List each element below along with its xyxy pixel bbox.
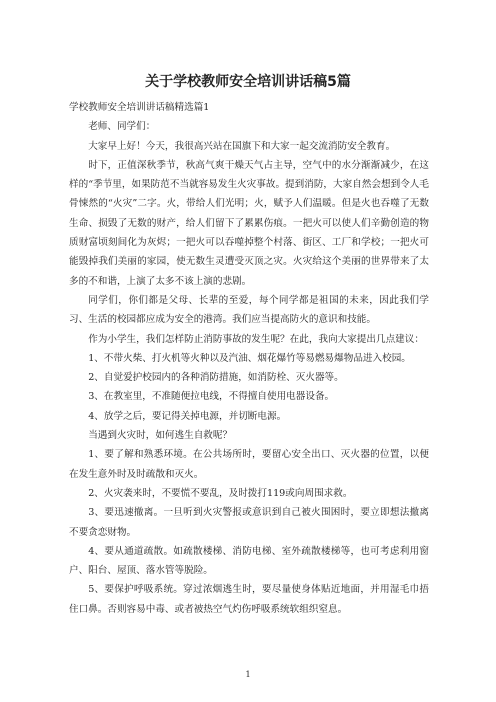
paragraph-escape-question: 当遇到火灾时，如何逃生自救呢？: [88, 430, 233, 442]
list-item-escape-3: 3、要迅速撤离。一旦听到火灾警报或意识到自己被火围困时，要立即想法撤离不要贪恋财物。: [69, 507, 429, 538]
page-number: 1: [245, 670, 251, 679]
list-item-escape-5: 5、要保护呼吸系统。穿过浓烟逃生时，要尽量使身体贴近地面，并用湿毛巾捂住口鼻。否则容易中毒、或者被热空气灼伤呼吸系统软组织窒息。: [69, 584, 429, 615]
list-item-suggestion-4: 4、放学之后，要记得关掉电源，并切断电源。: [88, 410, 287, 422]
document-body: [69, 98, 429, 619]
list-item-escape-2: 2、火灾袭来时，不要慌不要乱，及时拨打119或向周围求救。: [88, 487, 353, 499]
document-title: 关于学校教师安全培训讲话稿5篇: [145, 74, 351, 90]
paragraph-greeting: 老师、同学们：: [88, 121, 156, 133]
paragraph-students: 同学们，你们都是父母、长辈的至爱，每个同学都是祖国的未来，因此我们学习、生活的校园都应成为安全的港湾。我们应当提高防火的意识和技能。: [69, 294, 429, 326]
list-item-suggestion-3: 3、在教室里，不准随便拉电线，不得擅自使用电器设备。: [88, 391, 335, 403]
paragraph-opening: 大家早上好！今天，我很高兴站在国旗下和大家一起交流消防安全教育。: [88, 140, 396, 152]
list-item-escape-1: 1、要了解和熟悉环境。在公共场所时，要留心安全出口、灭火器的位置，以便在发生意外时及时疏散和灭火。: [69, 449, 429, 480]
paragraph-suggestions-intro: 作为小学生，我们怎样防止消防事故的发生呢？在此，我向大家提出几点建议：: [88, 333, 424, 345]
list-item-suggestion-1: 1、不带火柴、打火机等火种以及汽油、烟花爆竹等易燃易爆物品进入校园。: [88, 352, 411, 364]
section-subtitle: 学校教师安全培训讲话稿精选篇1: [69, 102, 210, 113]
list-item-escape-4: 4、要从通道疏散。如疏散楼梯、消防电梯、室外疏散楼梯等，也可考虑利用窗户、阳台、屋顶、落水管等脱险。: [69, 545, 429, 577]
paragraph-fire-intro: 时下，正值深秋季节，秋高气爽干燥天气占主导，空气中的水分渐渐减少，在这样的“季节里，如果防范不当就容易发生火灾事故。提到消防，大家自然会想到令人毛骨悚然的“火灾”二字。火，带给人们光明；火，赋予人们温暖。但是火也吞噬了无数生命、损毁了无数的财产，给人们留下了累累伤痕。一把火可以使人们辛勤创造的物质财富顷刻间化为灰烬；一把火可以吞噬掉整个村落、街区、工厂和学校；一把火可能毁掉我们美丽的家园，使无数生灵遭受灭顶之灾。火灾给这个美丽的世界带来了太多的不和谐，上演了太多不该上演的悲剧。: [69, 159, 429, 287]
list-item-suggestion-2: 2、自觉爱护校园内的各种消防措施，如消防栓、灭火器等。: [88, 372, 344, 384]
